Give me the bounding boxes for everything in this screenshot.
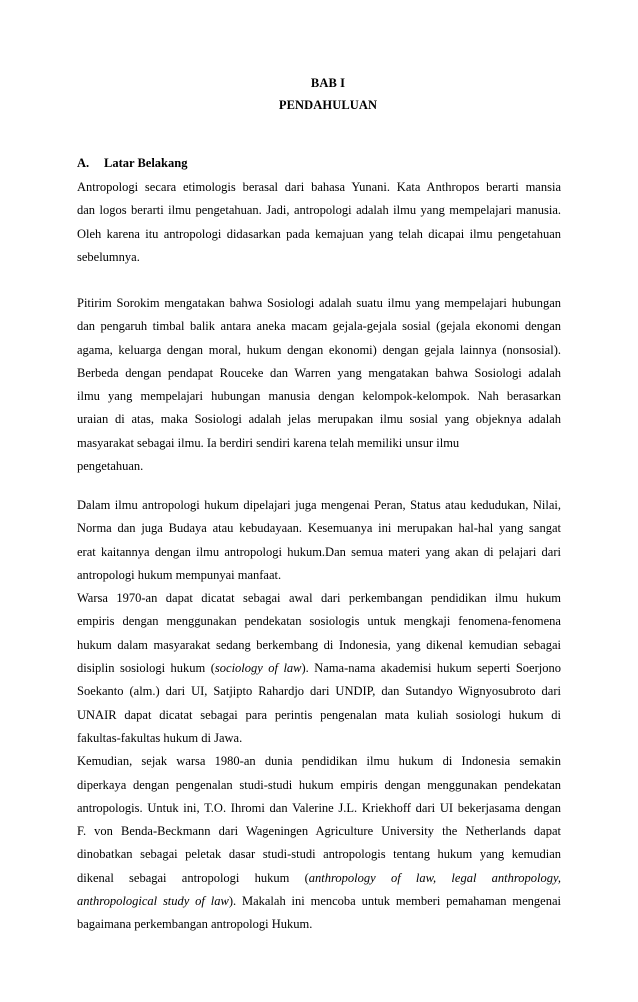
text-line: agama, keluarga dengan moral, hukum dengan ekonomi) dengan gejala lainnya (nonsosial). bbox=[77, 342, 561, 357]
section-heading bbox=[77, 156, 187, 171]
text-line: erat kaitannya dengan ilmu antropologi hukum.Dan semua materi yang akan di pelajari dari bbox=[77, 544, 561, 559]
text-line: UNAIR dapat dicatat sebagai para perintis pengenalan mata kuliah sosiologi hukum di bbox=[77, 707, 561, 722]
text-line: hukum dalam masyarakat sedang berkembang di Indonesia, yang dikenal kemudian sebagai bbox=[77, 637, 561, 652]
text-line: Berbeda dengan pendapat Rouceke dan Warren yang mengatakan bahwa Sosiologi adalah bbox=[77, 365, 561, 380]
section-title: Latar Belakang bbox=[104, 156, 188, 170]
text-line: Warsa 1970-an dapat dicatat sebagai awal dari perkembangan pendidikan ilmu hukum bbox=[77, 591, 561, 606]
text-line bbox=[77, 890, 561, 913]
text-line: fakultas-fakultas hukum di Jawa. bbox=[77, 730, 243, 745]
text-line: Antropologi secara etimologis berasal dari bahasa Yunani. Kata Anthropos berarti mansia bbox=[77, 180, 561, 194]
text-line bbox=[77, 867, 561, 890]
text-line: ilmu yang mempelajari hubungan manusia dengan kelompok-kelompok. Nah berasarkan bbox=[77, 389, 561, 404]
text-line: bagaimana perkembangan antropologi Hukum. bbox=[77, 917, 313, 932]
italic-term: anthropology of law, legal anthropology, bbox=[308, 870, 561, 885]
section-number: A. bbox=[77, 156, 90, 170]
text-line: Pitirim Sorokim mengatakan bahwa Sosiologi adalah suatu ilmu yang mempelajari hubungan bbox=[77, 296, 561, 310]
text-line: Dalam ilmu antropologi hukum dipelajari juga mengenai Peran, Status atau kedudukan, Nilai, bbox=[77, 498, 561, 512]
text-span: dikenal sebagai antropologi hukum ( bbox=[77, 870, 309, 885]
text-span: ). Makalah ini mencoba untuk memberi pemahaman mengenai bbox=[228, 894, 561, 909]
chapter-number: BAB I bbox=[310, 76, 346, 90]
text-line: antropologis. Untuk ini, T.O. Ihromi dan Valerine J.L. Kriekhoff dari UI bekerjasama dengan bbox=[77, 800, 561, 815]
text-line: dan logos berarti ilmu pengetahuan. Jadi, antropologi adalah ilmu yang mempelajari manusia. bbox=[77, 203, 561, 218]
text-line: Kemudian, sejak warsa 1980-an dunia pendidikan ilmu hukum di Indonesia semakin bbox=[77, 754, 561, 769]
text-line: F. von Benda-Beckmann dari Wageningen Agriculture University the Netherlands dapat bbox=[77, 824, 561, 839]
text-line: dinobatkan sebagai peletak dasar studi-studi antropologis tentang hukum yang kemudian bbox=[77, 847, 561, 862]
text-span: ). Nama-nama akademisi hukum seperti Soerjono bbox=[301, 661, 561, 676]
text-line: antropologi hukum mempunyai manfaat. bbox=[77, 567, 282, 582]
italic-term: anthropological study of law bbox=[77, 894, 229, 909]
paragraph-block-3 bbox=[77, 494, 561, 937]
text-line: pengetahuan. bbox=[77, 459, 144, 474]
paragraph-block-2 bbox=[77, 292, 561, 478]
text-line bbox=[77, 657, 561, 680]
chapter-title: PENDAHULUAN bbox=[278, 98, 378, 112]
text-line: Oleh karena itu antropologi didasarkan pada kemajuan yang telah dicapai ilmu pengetahuan bbox=[77, 226, 561, 241]
text-line: Soekanto (alm.) dari UI, Satjipto Rahardjo dari UNDIP, dan Sutandyo Wignyosubroto dari bbox=[77, 684, 561, 699]
paragraph-block-1 bbox=[77, 176, 561, 269]
text-line: uraian di atas, maka Sosiologi adalah jelas merupakan ilmu sosial yang objeknya adalah bbox=[77, 412, 561, 427]
text-line: sebelumnya. bbox=[77, 249, 140, 264]
text-line: empiris dengan menggunakan pendekatan sosiologis untuk mengkaji fenomena-fenomena bbox=[77, 614, 561, 629]
text-line: diperkaya dengan pengenalan studi-studi hukum empiris dengan menggunakan pendekatan bbox=[77, 777, 561, 792]
text-line: dan pengaruh timbal balik antara aneka macam gejala-gejala sosial (gejala ekonomi dengan bbox=[77, 319, 561, 334]
text-line: masyarakat sebagai ilmu. Ia berdiri sendiri karena telah memiliki unsur ilmu bbox=[77, 435, 460, 450]
italic-term: sociology of law bbox=[214, 661, 302, 676]
text-line: Norma dan juga Budaya atau kebudayaan. Kesemuanya ini merupakan hal-hal yang sangat bbox=[77, 521, 561, 536]
text-span: disiplin sosiologi hukum ( bbox=[77, 661, 215, 676]
